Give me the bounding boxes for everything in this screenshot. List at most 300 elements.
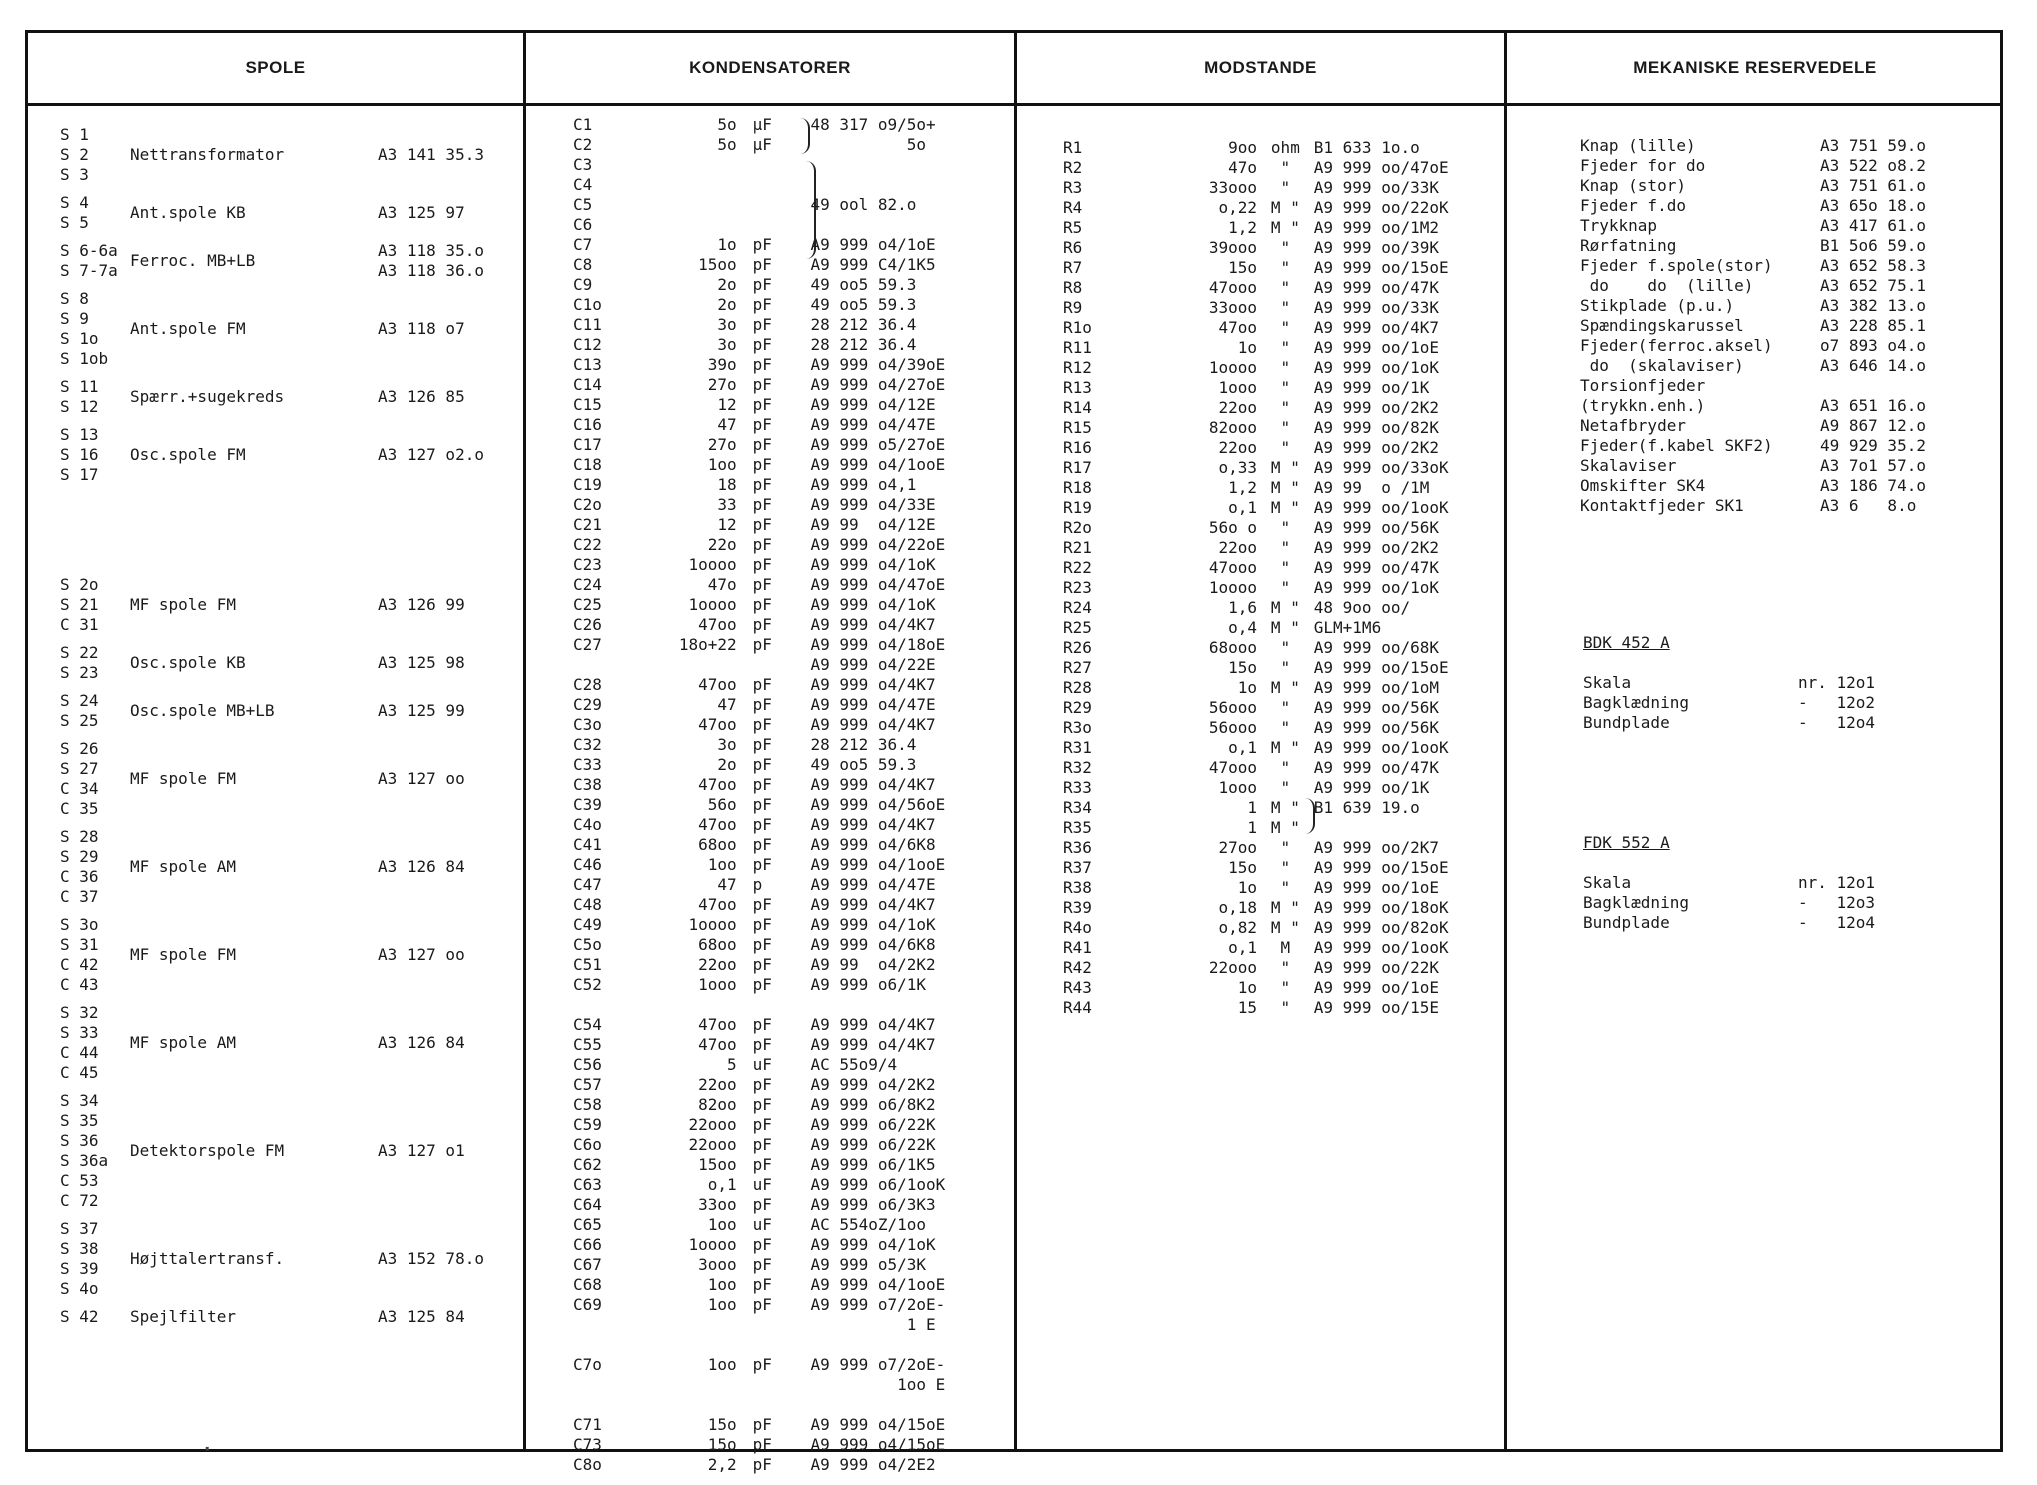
mekanisk-row xyxy=(1580,456,2000,476)
kondensator-value: 22o xyxy=(707,535,737,554)
modstand-ref: R32 xyxy=(1063,758,1092,777)
modstand-value: 1o xyxy=(1237,678,1257,697)
modstand-ref: R17 xyxy=(1063,458,1092,477)
kondensator-part: A9 999 o4/56oE xyxy=(810,795,946,814)
modstand-row xyxy=(1063,238,1503,258)
kondensator-unit: pF xyxy=(752,535,772,554)
modstand-part: A9 999 oo/56K xyxy=(1313,518,1439,537)
modstand-unit: M " xyxy=(1270,478,1300,497)
modstand-part: A9 999 oo/82K xyxy=(1313,418,1439,437)
spole-code: S 1ob xyxy=(60,349,109,368)
kondensator-ref: C33 xyxy=(573,755,602,774)
spole-code: S 26 xyxy=(60,739,99,758)
modstand-row xyxy=(1063,598,1503,618)
modstand-row xyxy=(1063,678,1503,698)
spole-part: A3 125 98 xyxy=(378,653,465,672)
modstand-ref: R4 xyxy=(1063,198,1083,217)
bdk-item-name: Skala xyxy=(1583,673,1632,692)
spole-part: A3 127 oo xyxy=(378,769,465,788)
modstand-part: A9 999 oo/68K xyxy=(1313,638,1439,657)
kondensator-part: A9 999 o4/47E xyxy=(810,415,936,434)
modstand-row xyxy=(1063,698,1503,718)
kondensator-part: A9 999 o4/4K7 xyxy=(810,675,936,694)
kondensator-value xyxy=(650,1375,737,1395)
bdk-row xyxy=(1583,673,1983,693)
mekanisk-name: Torsionfjeder xyxy=(1580,376,1706,395)
spole-code: S 36a xyxy=(60,1151,109,1170)
kondensator-row xyxy=(573,295,1003,315)
modstand-part: A9 999 oo/1ooK xyxy=(1313,938,1449,957)
kondensator-row xyxy=(573,995,1003,1015)
modstand-part: A9 999 oo/56K xyxy=(1313,698,1439,717)
modstand-row xyxy=(1063,818,1503,838)
modstand-value: 47oo xyxy=(1218,318,1257,337)
brace xyxy=(800,118,810,154)
kondensator-value: 47 xyxy=(717,695,737,714)
spole-name: MF spole FM xyxy=(130,595,236,614)
modstand-part: A9 999 oo/47K xyxy=(1313,278,1439,297)
fdk-title: FDK 552 A xyxy=(1583,833,1670,852)
kondensator-part: A9 999 o4,1 xyxy=(810,475,917,494)
modstand-ref: R37 xyxy=(1063,858,1092,877)
modstand-ref: R19 xyxy=(1063,498,1092,517)
modstand-value: 1,2 xyxy=(1228,478,1257,497)
modstand-ref: R7 xyxy=(1063,258,1083,277)
modstand-row xyxy=(1063,758,1503,778)
mekanisk-part: A3 652 75.1 xyxy=(1820,276,1926,295)
modstand-ref: R26 xyxy=(1063,638,1092,657)
kondensator-row xyxy=(573,1435,1003,1455)
kondensator-value: 2o xyxy=(717,295,737,314)
mekanisk-row xyxy=(1580,156,2000,176)
kondensator-row xyxy=(573,375,1003,395)
modstand-ref: R21 xyxy=(1063,538,1092,557)
spole-codes xyxy=(60,289,130,369)
modstand-unit: " xyxy=(1280,318,1291,337)
spole-codes xyxy=(60,1091,130,1211)
mekanisk-name: Knap (lille) xyxy=(1580,136,1696,155)
kondensator-part: AC 554oZ/1oo xyxy=(810,1215,927,1234)
fdk-item-name: Bagklædning xyxy=(1583,893,1689,912)
kondensator-row xyxy=(573,1095,1003,1115)
kondensator-ref: C56 xyxy=(573,1055,602,1074)
modstand-value: 1ooo xyxy=(1218,378,1257,397)
kondensator-row xyxy=(573,455,1003,475)
kondensator-ref: C54 xyxy=(573,1015,602,1034)
modstand-part: A9 999 oo/1K xyxy=(1313,378,1430,397)
kondensator-part xyxy=(810,155,1003,175)
modstand-row xyxy=(1063,798,1503,818)
modstand-value: 22oo xyxy=(1218,398,1257,417)
spole-name: Osc.spole KB xyxy=(130,653,246,672)
kondensator-row xyxy=(573,935,1003,955)
spole-code: C 43 xyxy=(60,975,99,994)
mekanisk-part: A3 751 59.o xyxy=(1820,136,1926,155)
modstand-unit: " xyxy=(1280,298,1291,317)
kondensator-unit: pF xyxy=(752,975,772,994)
spole-name: Detektorspole FM xyxy=(130,1141,285,1160)
modstand-row xyxy=(1063,858,1503,878)
modstand-unit: M " xyxy=(1270,598,1300,617)
spole-name: Spærr.+sugekreds xyxy=(130,387,285,406)
kondensator-value: 5o xyxy=(717,135,737,154)
kondensator-ref: C64 xyxy=(573,1195,602,1214)
spole-codes xyxy=(60,1003,130,1083)
header-kondensatorer: KONDENSATORER xyxy=(689,58,851,77)
mekanisk-name: do (skalaviser) xyxy=(1580,356,1744,375)
spole-code: S 27 xyxy=(60,759,99,778)
spole-code: S 31 xyxy=(60,935,99,954)
modstand-ref: R25 xyxy=(1063,618,1092,637)
modstand-unit: " xyxy=(1280,278,1291,297)
kondensator-unit: pF xyxy=(752,415,772,434)
kondensator-unit: uF xyxy=(752,1055,772,1074)
kondensator-part: 28 212 36.4 xyxy=(810,735,917,754)
kondensator-part: A9 999 C4/1K5 xyxy=(810,255,936,274)
modstand-part: A9 999 oo/2K7 xyxy=(1313,838,1439,857)
kondensator-unit: pF xyxy=(752,295,772,314)
kondensator-part: A9 999 o4/1oK xyxy=(810,1235,936,1254)
modstand-unit: M " xyxy=(1270,898,1300,917)
kondensator-unit: pF xyxy=(752,355,772,374)
kondensator-unit: uF xyxy=(752,1215,772,1234)
kondensator-unit: pF xyxy=(752,695,772,714)
modstand-value: 1 xyxy=(1247,818,1257,837)
kondensator-value xyxy=(650,215,737,235)
kondensator-row xyxy=(573,875,1003,895)
kondensator-value: 47oo xyxy=(698,815,737,834)
kondensator-value: 3o xyxy=(717,315,737,334)
kondensator-ref: C8o xyxy=(573,1455,602,1474)
spole-code: S 22 xyxy=(60,643,99,662)
kondensator-unit: pF xyxy=(752,855,772,874)
kondensator-row xyxy=(573,235,1003,255)
kondensator-ref: C68 xyxy=(573,1275,602,1294)
kondensator-value: 27o xyxy=(707,435,737,454)
spole-part: A3 141 35.3 xyxy=(378,145,484,164)
modstand-row xyxy=(1063,718,1503,738)
kondensator-row xyxy=(573,175,1003,195)
modstand-unit: " xyxy=(1280,958,1291,977)
kondensator-row xyxy=(573,195,1003,215)
modstand-row xyxy=(1063,578,1503,598)
modstand-unit: " xyxy=(1280,838,1291,857)
kondensator-part: 49 oo5 59.3 xyxy=(810,275,917,294)
kondensator-unit: uF xyxy=(752,1175,772,1194)
mekanisk-part: A3 522 o8.2 xyxy=(1820,156,1926,175)
modstand-unit: M " xyxy=(1270,818,1300,837)
modstand-part: A9 999 oo/22oK xyxy=(1313,198,1449,217)
spole-part: A3 127 o1 xyxy=(378,1141,465,1160)
modstand-part: A9 999 oo/1ooK xyxy=(1313,498,1449,517)
kondensator-row xyxy=(573,915,1003,935)
kondensator-unit: pF xyxy=(752,1095,772,1114)
kondensator-value: 1oo xyxy=(707,1355,737,1374)
mekanisk-name: Trykknap xyxy=(1580,216,1658,235)
modstand-value: 1o xyxy=(1237,978,1257,997)
fdk-row xyxy=(1583,913,1983,933)
mekanisk-row xyxy=(1580,436,2000,456)
modstand-value: 56o o xyxy=(1208,518,1257,537)
kondensator-ref: C62 xyxy=(573,1155,602,1174)
modstand-value: o,82 xyxy=(1218,918,1257,937)
kondensator-ref: C1o xyxy=(573,295,602,314)
kondensator-part: A9 999 o4/1ooE xyxy=(810,855,946,874)
mekanisk-part: A9 867 12.o xyxy=(1820,416,1926,435)
fdk-item-nr: - 12o4 xyxy=(1798,913,1876,932)
mekanisk-name: (trykkn.enh.) xyxy=(1580,396,1706,415)
modstand-part: B1 633 1o.o xyxy=(1313,138,1420,157)
kondensator-unit: pF xyxy=(752,595,772,614)
kondensator-value: 33oo xyxy=(698,1195,737,1214)
kondensator-value: 56o xyxy=(707,795,737,814)
modstand-value: 56ooo xyxy=(1208,718,1257,737)
modstand-row xyxy=(1063,298,1503,318)
modstand-unit: M " xyxy=(1270,198,1300,217)
spole-code: S 32 xyxy=(60,1003,99,1022)
spole-part: A3 127 o2.o xyxy=(378,445,484,464)
spole-code: S 24 xyxy=(60,691,99,710)
kondensator-ref: C22 xyxy=(573,535,602,554)
mekanisk-name: Netafbryder xyxy=(1580,416,1686,435)
header-spole: SPOLE xyxy=(245,58,306,77)
bdk-row xyxy=(1583,713,1983,733)
kondensator-row xyxy=(573,1255,1003,1275)
spole-row xyxy=(60,1003,520,1083)
modstand-part: A9 999 oo/15oE xyxy=(1313,858,1449,877)
spole-codes xyxy=(60,125,130,185)
spole-code: C 36 xyxy=(60,867,99,886)
modstand-ref: R42 xyxy=(1063,958,1092,977)
modstand-value: 82ooo xyxy=(1208,418,1257,437)
modstand-unit: " xyxy=(1280,378,1291,397)
modstand-row xyxy=(1063,738,1503,758)
kondensator-value: 12 xyxy=(717,395,737,414)
mekanisk-name: Fjeder(ferroc.aksel) xyxy=(1580,336,1773,355)
kondensator-ref: C71 xyxy=(573,1415,602,1434)
kondensator-part xyxy=(810,215,1003,235)
kondensator-ref: C1 xyxy=(573,115,593,134)
kondensator-part: A9 999 o4/22oE xyxy=(810,535,946,554)
modstand-row xyxy=(1063,878,1503,898)
kondensator-unit: pF xyxy=(752,735,772,754)
modstand-part: B1 639 19.o xyxy=(1313,798,1420,817)
kondensator-part: A9 999 o4/27oE xyxy=(810,375,946,394)
kondensator-value: 47o xyxy=(707,575,737,594)
modstand-ref: R27 xyxy=(1063,658,1092,677)
kondensator-value: 47oo xyxy=(698,1015,737,1034)
kondensator-value xyxy=(650,655,737,675)
kondensator-part: A9 999 o4/1oE xyxy=(810,235,936,254)
kondensator-part: A9 999 o4/4K7 xyxy=(810,1035,936,1054)
kondensator-value: 47oo xyxy=(698,895,737,914)
kondensator-part: A9 999 o4/1ooE xyxy=(810,455,946,474)
kondensator-part: 49 oo5 59.3 xyxy=(810,755,917,774)
mekanisk-row xyxy=(1580,196,2000,216)
kondensator-value: 22ooo xyxy=(688,1135,737,1154)
kondensator-ref: C41 xyxy=(573,835,602,854)
kondensator-unit: pF xyxy=(752,555,772,574)
mekanisk-row xyxy=(1580,416,2000,436)
spole-codes xyxy=(60,915,130,995)
kondensator-unit: pF xyxy=(752,1135,772,1154)
modstand-row xyxy=(1063,158,1503,178)
modstand-row xyxy=(1063,418,1503,438)
modstand-ref: R33 xyxy=(1063,778,1092,797)
spole-code: S 8 xyxy=(60,289,89,308)
kondensator-unit: pF xyxy=(752,795,772,814)
spole-part: A3 125 97 xyxy=(378,203,465,222)
kondensator-unit: pF xyxy=(752,475,772,494)
kondensator-row xyxy=(573,1215,1003,1235)
kondensator-ref: C11 xyxy=(573,315,602,334)
modstand-row xyxy=(1063,898,1503,918)
mekanisk-name: Skalaviser xyxy=(1580,456,1677,475)
modstand-value: 22oo xyxy=(1218,538,1257,557)
spole-code: S 7-7a xyxy=(60,261,118,280)
kondensator-row xyxy=(573,715,1003,735)
kondensator-row xyxy=(573,695,1003,715)
spole-row xyxy=(60,691,520,731)
kondensator-row xyxy=(573,495,1003,515)
spole-part: A3 152 78.o xyxy=(378,1249,484,1268)
spole-codes xyxy=(60,193,130,233)
spole-codes xyxy=(60,241,130,281)
modstand-ref: R39 xyxy=(1063,898,1092,917)
modstand-value: 22ooo xyxy=(1208,958,1257,977)
kondensator-row xyxy=(573,955,1003,975)
kondensator-part: AC 55o9/4 xyxy=(810,1055,898,1074)
modstand-ref: R44 xyxy=(1063,998,1092,1017)
kondensator-part: A9 999 o6/8K2 xyxy=(810,1095,936,1114)
kondensator-row xyxy=(573,115,1003,135)
modstand-value: 1,6 xyxy=(1228,598,1257,617)
modstand-row xyxy=(1063,538,1503,558)
mekanisk-row xyxy=(1580,336,2000,356)
modstand-part: A9 999 oo/33oK xyxy=(1313,458,1449,477)
spole-name: Nettransformator xyxy=(130,145,285,164)
modstand-ref: R5 xyxy=(1063,218,1083,237)
kondensator-value: 68oo xyxy=(698,935,737,954)
kondensator-part: A9 999 o6/1K5 xyxy=(810,1155,936,1174)
kondensator-value: 15oo xyxy=(698,1155,737,1174)
kondensator-value: 2o xyxy=(717,755,737,774)
fdk-items xyxy=(1583,873,1983,933)
kondensator-row xyxy=(573,595,1003,615)
modstand-part: A9 99 o /1M xyxy=(1313,478,1430,497)
mekanisk-name: do do (lille) xyxy=(1580,276,1754,295)
mekanisk-row xyxy=(1580,496,2000,516)
spole-name: Højttalertransf. xyxy=(130,1249,285,1268)
modstand-list xyxy=(1063,138,1503,1018)
kondensator-row xyxy=(573,1055,1003,1075)
modstand-unit: " xyxy=(1280,878,1291,897)
kondensator-value xyxy=(650,175,737,195)
mekanisk-part: A3 65o 18.o xyxy=(1820,196,1926,215)
modstand-value: 15o xyxy=(1228,858,1257,877)
kondensator-row xyxy=(573,1115,1003,1135)
modstand-part: A9 999 oo/1K xyxy=(1313,778,1430,797)
kondensator-row xyxy=(573,1395,1003,1415)
kondensator-part: A9 999 o5/3K xyxy=(810,1255,927,1274)
mekanisk-row xyxy=(1580,276,2000,296)
modstand-part: A9 999 oo/2K2 xyxy=(1313,438,1439,457)
modstand-value: 27oo xyxy=(1218,838,1257,857)
kondensator-row xyxy=(573,155,1003,175)
modstand-value: 22oo xyxy=(1218,438,1257,457)
kondensator-unit: pF xyxy=(752,1155,772,1174)
spole-code: C 42 xyxy=(60,955,99,974)
kondensator-ref: C9 xyxy=(573,275,593,294)
modstand-part: A9 999 oo/33K xyxy=(1313,298,1439,317)
kondensator-row xyxy=(573,135,1003,155)
modstand-ref: R8 xyxy=(1063,278,1083,297)
kondensator-part: A9 999 o6/3K3 xyxy=(810,1195,936,1214)
modstand-unit: " xyxy=(1280,858,1291,877)
modstand-unit: " xyxy=(1280,438,1291,457)
modstand-ref: R23 xyxy=(1063,578,1092,597)
kondensator-row xyxy=(573,615,1003,635)
kondensator-row xyxy=(573,1455,1003,1475)
modstand-unit: M " xyxy=(1270,798,1300,817)
kondensator-unit: pF xyxy=(752,275,772,294)
modstand-row xyxy=(1063,358,1503,378)
mekanisk-part: A3 6 8.o xyxy=(1820,496,1917,515)
modstand-row xyxy=(1063,938,1503,958)
kondensator-value xyxy=(650,155,737,175)
kondensator-ref: C48 xyxy=(573,895,602,914)
modstand-value: 1,2 xyxy=(1228,218,1257,237)
modstand-value: o,1 xyxy=(1228,938,1257,957)
modstand-row xyxy=(1063,378,1503,398)
modstand-ref: R11 xyxy=(1063,338,1092,357)
fdk-row xyxy=(1583,893,1983,913)
kondensator-row xyxy=(573,555,1003,575)
kondensator-part: A9 999 o4/18oE xyxy=(810,635,946,654)
kondensator-part: A9 999 o4/33E xyxy=(810,495,936,514)
mekanisk-row xyxy=(1580,256,2000,276)
kondensator-part: A9 999 o6/22K xyxy=(810,1135,936,1154)
kondensator-part: A9 999 o4/4K7 xyxy=(810,815,936,834)
modstand-ref: R28 xyxy=(1063,678,1092,697)
kondensator-unit: pF xyxy=(752,775,772,794)
modstand-row xyxy=(1063,618,1503,638)
fdk-row xyxy=(1583,873,1983,893)
spole-code: C 72 xyxy=(60,1191,99,1210)
kondensator-value: 12 xyxy=(717,515,737,534)
header-divider xyxy=(28,103,2000,106)
kondensator-unit: pF xyxy=(752,1195,772,1214)
kondensator-value: 15o xyxy=(707,1415,737,1434)
spole-code: S 1o xyxy=(60,329,99,348)
modstand-unit: M " xyxy=(1270,918,1300,937)
kondensator-part: A9 999 o4/47E xyxy=(810,875,936,894)
modstand-part: A9 999 oo/33K xyxy=(1313,178,1439,197)
spole-codes xyxy=(60,575,130,635)
mekanisk-name: Spændingskarussel xyxy=(1580,316,1744,335)
kondensator-ref: C73 xyxy=(573,1435,602,1454)
kondensator-value: 33 xyxy=(717,495,737,514)
modstand-ref: R12 xyxy=(1063,358,1092,377)
kondensator-part: A9 999 o6/22K xyxy=(810,1115,936,1134)
spole-codes xyxy=(60,827,130,907)
kondensator-value xyxy=(650,1395,737,1415)
modstand-value: 1o xyxy=(1237,878,1257,897)
modstand-row xyxy=(1063,518,1503,538)
spole-code: S 13 xyxy=(60,425,99,444)
modstand-ref: R16 xyxy=(1063,438,1092,457)
mekanisk-part: A3 417 61.o xyxy=(1820,216,1926,235)
